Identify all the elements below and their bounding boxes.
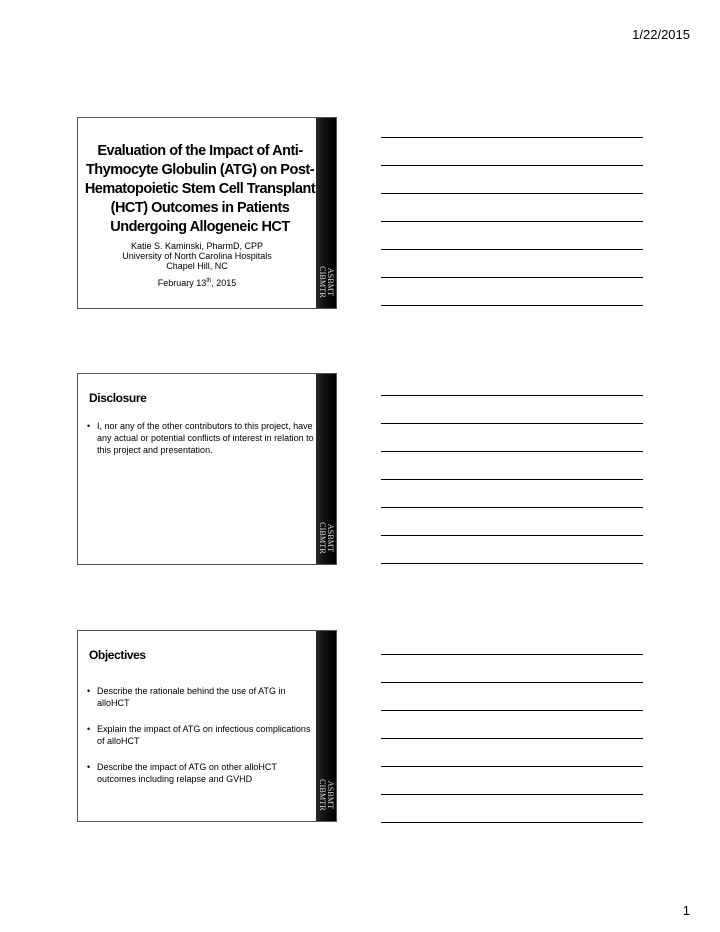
slide-3-objectives xyxy=(77,630,337,822)
note-line xyxy=(381,305,643,306)
note-line xyxy=(381,766,643,767)
note-line xyxy=(381,563,643,564)
date-suffix: , 2015 xyxy=(211,278,237,288)
author-affiliation: University of North Carolina Hospitals xyxy=(122,251,272,261)
note-line xyxy=(381,193,643,194)
bullet-list xyxy=(87,420,316,456)
note-line xyxy=(381,710,643,711)
note-line xyxy=(381,137,643,138)
slide-sidebar xyxy=(316,374,336,564)
note-line xyxy=(381,451,643,452)
note-line xyxy=(381,423,643,424)
bullet-item: • Describe the rationale behind the use of ATG in alloHCT xyxy=(87,685,316,709)
slide-heading: Objectives xyxy=(89,648,146,662)
note-line xyxy=(381,794,643,795)
presentation-title: Evaluation of the Impact of Anti-Thymocyte Globulin (ATG) on Post-Hematopoietic Stem Cell Transplant (HCT) Outcomes in Patients Undergoing Allogeneic HCT xyxy=(84,143,316,235)
note-line xyxy=(381,535,643,536)
note-line xyxy=(381,682,643,683)
author-location: Chapel Hill, NC xyxy=(166,261,228,271)
note-line xyxy=(381,395,643,396)
bullet-item: • Describe the impact of ATG on other alloHCT outcomes including relapse and GVHD xyxy=(87,761,316,785)
note-line xyxy=(381,479,643,480)
slide-2-disclosure xyxy=(77,373,337,565)
note-line xyxy=(381,507,643,508)
presentation-date xyxy=(78,278,316,288)
page-number: 1 xyxy=(682,903,690,918)
date-prefix: February 13 xyxy=(157,278,207,288)
note-line xyxy=(381,654,643,655)
date-superscript: th xyxy=(206,278,212,284)
asbmt-cibmtr-logo: ASBMT CIBMTR xyxy=(318,522,335,554)
note-line xyxy=(381,738,643,739)
bullet-item: • I, nor any of the other contributors to this project, have any actual or potential conflicts of interest in relation to this project and presentation. xyxy=(87,420,316,456)
slide-content xyxy=(78,374,316,564)
asbmt-cibmtr-logo: ASBMT CIBMTR xyxy=(318,779,335,811)
slide-heading: Disclosure xyxy=(89,391,147,405)
slide-content xyxy=(78,118,316,308)
slide-content xyxy=(78,631,316,821)
note-line xyxy=(381,165,643,166)
slide-sidebar xyxy=(316,118,336,308)
bullet-item: • Explain the impact of ATG on infectious complications of alloHCT xyxy=(87,723,316,747)
note-line xyxy=(381,277,643,278)
slide-1-title xyxy=(77,117,337,309)
asbmt-cibmtr-logo: ASBMT CIBMTR xyxy=(318,266,335,298)
note-line xyxy=(381,221,643,222)
author-block xyxy=(78,241,316,271)
header-date: 1/22/2015 xyxy=(632,27,690,42)
bullet-list xyxy=(87,685,316,799)
note-line xyxy=(381,822,643,823)
slide-sidebar xyxy=(316,631,336,821)
author-name: Katie S. Kaminski, PharmD, CPP xyxy=(130,241,264,251)
note-line xyxy=(381,249,643,250)
